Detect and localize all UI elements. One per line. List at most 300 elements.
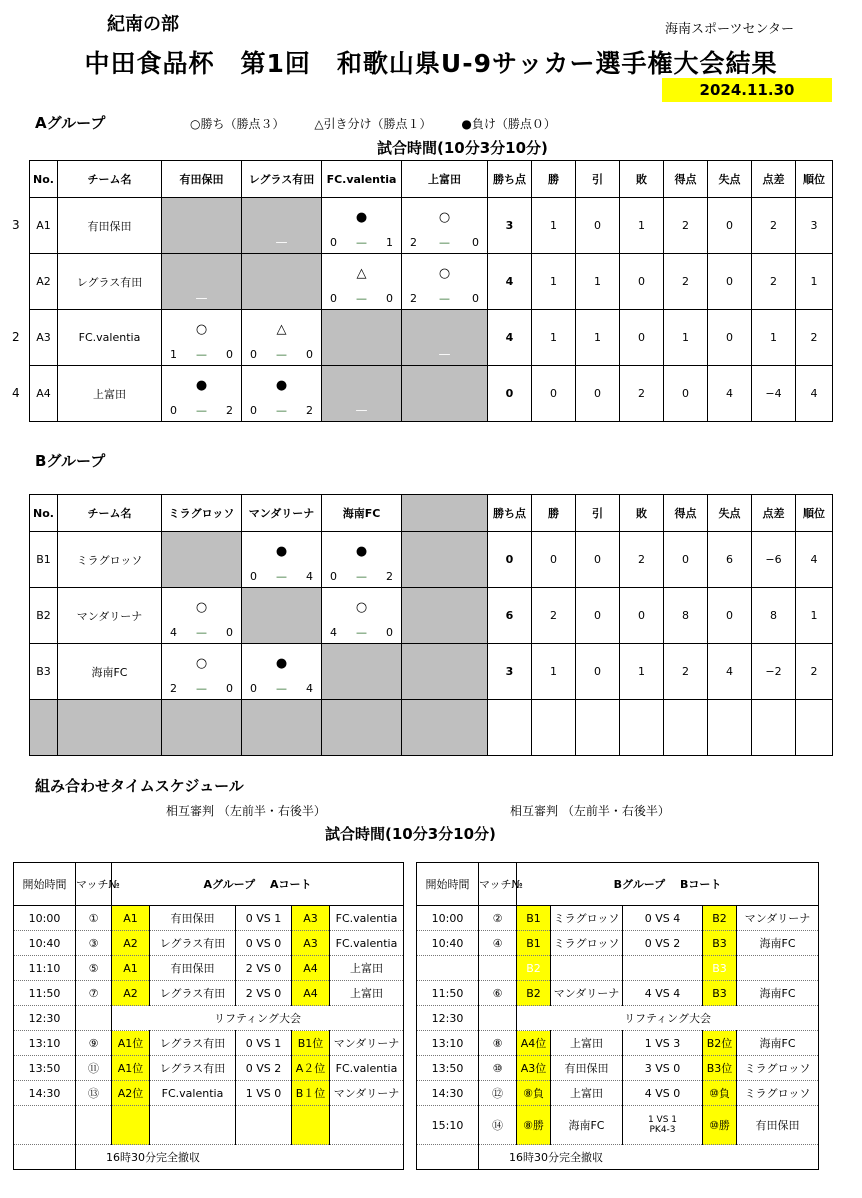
team-no: B3 xyxy=(30,644,58,700)
match-score xyxy=(402,292,487,305)
score-against: 2 xyxy=(306,404,313,417)
start-time: 10:40 xyxy=(417,931,479,956)
header-ga: 失点 xyxy=(708,161,752,198)
pk-result: PK4-3 xyxy=(649,1125,676,1135)
team-right: 海南FC xyxy=(737,931,819,956)
result-mark: ○ xyxy=(195,600,208,615)
score-dash: — xyxy=(276,404,287,417)
match-cell xyxy=(402,310,488,366)
header-row xyxy=(30,495,833,532)
team-row xyxy=(30,198,833,254)
header-opponent: 上富田 xyxy=(402,161,488,198)
start-time-header: 開始時間 xyxy=(14,863,76,906)
team-no: A1 xyxy=(30,198,58,254)
referee-note-a: 相互審判 （左前半・右後半） xyxy=(166,804,326,818)
team-left: 上富田 xyxy=(551,1081,623,1106)
score-for: 0 xyxy=(250,570,257,583)
self-match-dash: — xyxy=(355,403,368,417)
team-row xyxy=(30,310,833,366)
stat-cell: 0 xyxy=(576,588,620,644)
match-result-score: 1 VS 1 xyxy=(647,1115,678,1125)
header-draw: 引 xyxy=(576,495,620,532)
team-row xyxy=(30,588,833,644)
legend-draw: △引き分け（勝点１） xyxy=(314,117,432,131)
match-result: 2 VS 0 xyxy=(236,981,292,1006)
score-against: 0 xyxy=(472,292,479,305)
match-cell xyxy=(402,644,488,700)
score-against: 0 xyxy=(226,626,233,639)
schedule-row xyxy=(417,956,819,981)
match-no xyxy=(479,1006,517,1031)
team-code-right: B3 xyxy=(703,956,737,981)
match-cell xyxy=(162,310,242,366)
stat-cell: 1 xyxy=(532,254,576,310)
stat-cell: 0 xyxy=(620,310,664,366)
stat-cell: 2 xyxy=(796,644,833,700)
stat-cell: 3 xyxy=(488,644,532,700)
division-title: 紀南の部 xyxy=(107,14,179,35)
result-mark: ○ xyxy=(355,600,368,615)
empty-cell xyxy=(292,1106,330,1145)
side-number: 3 xyxy=(12,218,20,232)
schedule-row xyxy=(417,1006,819,1031)
result-mark: ● xyxy=(275,378,288,393)
stat-cell: 1 xyxy=(664,310,708,366)
match-result: 1 VS 3 xyxy=(623,1031,703,1056)
team-code-left: ⑧負 xyxy=(517,1081,551,1106)
start-time: 14:30 xyxy=(417,1081,479,1106)
start-time: 11:50 xyxy=(417,981,479,1006)
match-cell xyxy=(322,532,402,588)
schedule-header xyxy=(417,863,819,906)
team-code-left: A2 xyxy=(112,931,150,956)
team-code-left: A3位 xyxy=(517,1056,551,1081)
stat-cell: 0 xyxy=(708,198,752,254)
stat-cell: 2 xyxy=(752,198,796,254)
empty-cell xyxy=(14,1145,76,1170)
header-team: チーム名 xyxy=(58,161,162,198)
team-code-left: B1 xyxy=(517,906,551,931)
team-no: A3 xyxy=(30,310,58,366)
team-left: レグラス有田 xyxy=(150,931,236,956)
match-score xyxy=(242,404,321,417)
schedule-row xyxy=(14,1056,404,1081)
schedule-row xyxy=(417,931,819,956)
header-gf: 得点 xyxy=(664,161,708,198)
header-rank: 順位 xyxy=(796,495,833,532)
start-time: 10:00 xyxy=(14,906,76,931)
result-mark: △ xyxy=(356,266,367,281)
stat-cell: 1 xyxy=(576,254,620,310)
header-opponent: レグラス有田 xyxy=(242,161,322,198)
header-points: 勝ち点 xyxy=(488,495,532,532)
match-cell xyxy=(402,254,488,310)
team-no: A4 xyxy=(30,366,58,422)
header-opponent: 海南FC xyxy=(322,495,402,532)
empty-cell xyxy=(14,1106,76,1145)
score-against: 0 xyxy=(386,626,393,639)
score-for: 2 xyxy=(410,236,417,249)
header-opponent: マンダリーナ xyxy=(242,495,322,532)
self-match-dash: — xyxy=(195,291,208,305)
group-game-time: 試合時間(10分3分10分) xyxy=(377,139,548,157)
score-dash: — xyxy=(196,404,207,417)
result-mark: △ xyxy=(276,322,287,337)
legend-win: ○勝ち（勝点３） xyxy=(190,117,285,131)
match-score xyxy=(322,236,401,249)
stat-cell: 4 xyxy=(708,644,752,700)
match-result: 0 VS 4 xyxy=(623,906,703,931)
header-team: チーム名 xyxy=(58,495,162,532)
empty-cell xyxy=(620,700,664,756)
score-for: 0 xyxy=(250,682,257,695)
match-cell xyxy=(322,588,402,644)
team-code-left: A4位 xyxy=(517,1031,551,1056)
score-against: 0 xyxy=(472,236,479,249)
result-mark: ● xyxy=(275,544,288,559)
referee-note-b: 相互審判 （左前半・右後半） xyxy=(510,804,670,818)
stat-cell: 2 xyxy=(796,310,833,366)
score-for: 4 xyxy=(330,626,337,639)
match-no: ③ xyxy=(76,931,112,956)
schedule-row xyxy=(14,1006,404,1031)
score-dash: — xyxy=(439,292,450,305)
group-a-title: Aグループ xyxy=(35,114,106,132)
stat-cell: 1 xyxy=(752,310,796,366)
side-number: 4 xyxy=(12,386,20,400)
match-cell xyxy=(242,254,322,310)
schedule-row xyxy=(417,1106,819,1145)
score-for: 0 xyxy=(330,292,337,305)
match-no: ⑦ xyxy=(76,981,112,1006)
team-left: 海南FC xyxy=(551,1106,623,1145)
lifting-event: リフティング大会 xyxy=(112,1006,404,1031)
match-no: ① xyxy=(76,906,112,931)
team-left: ミラグロッソ xyxy=(551,906,623,931)
stat-cell: 1 xyxy=(576,310,620,366)
match-cell xyxy=(402,588,488,644)
stat-cell: 0 xyxy=(664,532,708,588)
start-time: 12:30 xyxy=(14,1006,76,1031)
match-result: 0 VS 1 xyxy=(236,906,292,931)
schedule-row xyxy=(14,1031,404,1056)
team-code-left: A1位 xyxy=(112,1031,150,1056)
team-no: B1 xyxy=(30,532,58,588)
team-right xyxy=(737,956,819,981)
start-time: 13:50 xyxy=(14,1056,76,1081)
match-score xyxy=(242,682,321,695)
schedule-game-time: 試合時間(10分3分10分) xyxy=(325,825,496,843)
header-opponent: 有田保田 xyxy=(162,161,242,198)
self-match-dash: — xyxy=(438,347,451,361)
venue-label: 海南スポーツセンター xyxy=(665,22,794,37)
stat-cell: 0 xyxy=(576,198,620,254)
group-a-results-table xyxy=(29,160,833,422)
header-no: No. xyxy=(30,495,58,532)
empty-cell xyxy=(532,700,576,756)
stat-cell: 0 xyxy=(576,366,620,422)
header-gf: 得点 xyxy=(664,495,708,532)
stat-cell: 0 xyxy=(576,532,620,588)
match-score xyxy=(242,348,321,361)
start-time xyxy=(417,956,479,981)
stat-cell: 0 xyxy=(664,366,708,422)
stat-cell: 6 xyxy=(488,588,532,644)
team-no: A2 xyxy=(30,254,58,310)
schedule-row xyxy=(14,1081,404,1106)
match-cell xyxy=(322,310,402,366)
header-opponent: FC.valentia xyxy=(322,161,402,198)
stat-cell: 1 xyxy=(532,198,576,254)
court-title: Bグループ Bコート xyxy=(517,863,819,906)
closing-note: 16時30分完全撤収 xyxy=(479,1145,819,1170)
stat-cell: 0 xyxy=(620,254,664,310)
match-result: 3 VS 0 xyxy=(623,1056,703,1081)
score-dash: — xyxy=(356,236,367,249)
stat-cell: 1 xyxy=(796,254,833,310)
team-row xyxy=(30,532,833,588)
team-name: 上富田 xyxy=(58,366,162,422)
stat-cell: 1 xyxy=(532,310,576,366)
empty-cell xyxy=(150,1106,236,1145)
stat-cell: 4 xyxy=(488,254,532,310)
team-right: 有田保田 xyxy=(737,1106,819,1145)
empty-cell xyxy=(752,700,796,756)
empty-cell xyxy=(417,1145,479,1170)
team-name: 有田保田 xyxy=(58,198,162,254)
schedule-title: 組み合わせタイムスケジュール xyxy=(35,777,244,795)
match-no-header: マッチ№ xyxy=(479,863,517,906)
match-score xyxy=(162,348,241,361)
team-code-right: B3 xyxy=(703,931,737,956)
score-dash: — xyxy=(276,348,287,361)
match-score xyxy=(162,682,241,695)
match-cell xyxy=(242,532,322,588)
match-result: 0 VS 2 xyxy=(623,931,703,956)
stat-cell: 8 xyxy=(664,588,708,644)
score-for: 0 xyxy=(330,570,337,583)
team-right: ミラグロッソ xyxy=(737,1081,819,1106)
team-code-left: A1位 xyxy=(112,1056,150,1081)
team-code-right: A3 xyxy=(292,931,330,956)
team-right: 海南FC xyxy=(737,1031,819,1056)
score-dash: — xyxy=(356,570,367,583)
schedule-row xyxy=(14,906,404,931)
stat-cell: 0 xyxy=(532,366,576,422)
team-code-right: A3 xyxy=(292,906,330,931)
team-code-right: B１位 xyxy=(292,1081,330,1106)
stat-cell: 1 xyxy=(796,588,833,644)
result-mark: ● xyxy=(355,544,368,559)
team-row xyxy=(30,644,833,700)
result-mark: ● xyxy=(355,210,368,225)
schedule-row xyxy=(417,1056,819,1081)
match-no: ⑧ xyxy=(479,1031,517,1056)
match-cell xyxy=(162,366,242,422)
schedule-row xyxy=(417,1031,819,1056)
start-time: 13:50 xyxy=(417,1056,479,1081)
stat-cell: 3 xyxy=(796,198,833,254)
start-time: 10:40 xyxy=(14,931,76,956)
team-code-right: B3位 xyxy=(703,1056,737,1081)
score-against: 0 xyxy=(226,348,233,361)
stat-cell: 0 xyxy=(532,532,576,588)
match-cell xyxy=(322,198,402,254)
score-against: 4 xyxy=(306,682,313,695)
team-left: レグラス有田 xyxy=(150,981,236,1006)
closing-row xyxy=(417,1145,819,1170)
match-result xyxy=(623,956,703,981)
team-right: 上富田 xyxy=(330,956,404,981)
team-right: FC.valentia xyxy=(330,931,404,956)
team-name: マンダリーナ xyxy=(58,588,162,644)
start-time: 13:10 xyxy=(14,1031,76,1056)
team-right: 海南FC xyxy=(737,981,819,1006)
stat-cell: 0 xyxy=(708,588,752,644)
team-code-left: A1 xyxy=(112,906,150,931)
header-points: 勝ち点 xyxy=(488,161,532,198)
score-against: 4 xyxy=(306,570,313,583)
stat-cell: 4 xyxy=(796,532,833,588)
score-dash: — xyxy=(196,348,207,361)
team-right: ミラグロッソ xyxy=(737,1056,819,1081)
team-right: マンダリーナ xyxy=(737,906,819,931)
start-time-header: 開始時間 xyxy=(417,863,479,906)
empty-cell xyxy=(576,700,620,756)
match-cell xyxy=(162,532,242,588)
stat-cell: 4 xyxy=(796,366,833,422)
score-for: 0 xyxy=(330,236,337,249)
self-match-dash: — xyxy=(275,235,288,249)
score-against: 2 xyxy=(226,404,233,417)
empty-cell xyxy=(30,700,58,756)
match-cell xyxy=(242,198,322,254)
match-cell xyxy=(162,198,242,254)
match-result: 1 VS 0 xyxy=(236,1081,292,1106)
stat-cell: 0 xyxy=(708,254,752,310)
header-no: No. xyxy=(30,161,58,198)
start-time: 13:10 xyxy=(417,1031,479,1056)
team-code-left: B2 xyxy=(517,981,551,1006)
match-score xyxy=(322,626,401,639)
stat-cell: 0 xyxy=(576,644,620,700)
match-cell xyxy=(242,588,322,644)
match-no: ⑥ xyxy=(479,981,517,1006)
empty-row xyxy=(30,700,833,756)
team-code-right: B1位 xyxy=(292,1031,330,1056)
team-right: マンダリーナ xyxy=(330,1081,404,1106)
start-time: 14:30 xyxy=(14,1081,76,1106)
score-dash: — xyxy=(276,570,287,583)
court-a-schedule xyxy=(13,862,404,1170)
result-mark: ○ xyxy=(195,656,208,671)
empty-cell xyxy=(330,1106,404,1145)
empty-cell xyxy=(162,700,242,756)
match-no xyxy=(76,1006,112,1031)
match-cell xyxy=(402,532,488,588)
match-cell xyxy=(242,644,322,700)
legend-loss: ●負け（勝点０） xyxy=(461,117,556,131)
match-cell xyxy=(322,644,402,700)
header-opponent xyxy=(402,495,488,532)
match-no: ⑫ xyxy=(479,1081,517,1106)
start-time: 12:30 xyxy=(417,1006,479,1031)
empty-cell xyxy=(76,1106,112,1145)
match-result: 0 VS 1 xyxy=(236,1031,292,1056)
team-code-left: B2 xyxy=(517,956,551,981)
stat-cell: 1 xyxy=(620,644,664,700)
match-result: 0 VS 2 xyxy=(236,1056,292,1081)
header-gd: 点差 xyxy=(752,495,796,532)
match-result: 4 VS 0 xyxy=(623,1081,703,1106)
match-cell xyxy=(322,366,402,422)
team-row xyxy=(30,366,833,422)
schedule-header xyxy=(14,863,404,906)
team-left: レグラス有田 xyxy=(150,1031,236,1056)
team-left: FC.valentia xyxy=(150,1081,236,1106)
schedule-row xyxy=(417,906,819,931)
team-name: 海南FC xyxy=(58,644,162,700)
team-code-right: A4 xyxy=(292,956,330,981)
stat-cell: −6 xyxy=(752,532,796,588)
team-right: FC.valentia xyxy=(330,906,404,931)
stat-cell: 6 xyxy=(708,532,752,588)
score-against: 0 xyxy=(386,292,393,305)
group-b-title: Bグループ xyxy=(35,452,106,470)
page-title: 中田食品杯 第1回 和歌山県U‐9サッカー選手権大会結果 xyxy=(84,49,778,78)
result-mark: ○ xyxy=(195,322,208,337)
stat-cell: −2 xyxy=(752,644,796,700)
match-cell xyxy=(402,366,488,422)
match-score xyxy=(322,292,401,305)
match-cell xyxy=(162,588,242,644)
start-time: 11:10 xyxy=(14,956,76,981)
stat-cell: 4 xyxy=(708,366,752,422)
schedule-row xyxy=(14,956,404,981)
group-b-results-table xyxy=(29,494,833,756)
result-legend xyxy=(190,115,582,132)
match-no xyxy=(479,956,517,981)
match-cell xyxy=(242,366,322,422)
team-right: FC.valentia xyxy=(330,1056,404,1081)
header-win: 勝 xyxy=(532,161,576,198)
header-ga: 失点 xyxy=(708,495,752,532)
empty-cell xyxy=(664,700,708,756)
match-no: ⑤ xyxy=(76,956,112,981)
stat-cell: 8 xyxy=(752,588,796,644)
score-for: 4 xyxy=(170,626,177,639)
stat-cell: 0 xyxy=(708,310,752,366)
stat-cell: 0 xyxy=(620,588,664,644)
match-cell xyxy=(162,644,242,700)
empty-cell xyxy=(236,1106,292,1145)
header-opponent: ミラグロッソ xyxy=(162,495,242,532)
score-against: 2 xyxy=(386,570,393,583)
header-loss: 敗 xyxy=(620,495,664,532)
match-score xyxy=(322,570,401,583)
team-code-right: A２位 xyxy=(292,1056,330,1081)
stat-cell: 2 xyxy=(620,366,664,422)
match-score xyxy=(402,236,487,249)
match-no: ⑬ xyxy=(76,1081,112,1106)
start-time: 15:10 xyxy=(417,1106,479,1145)
side-number: 2 xyxy=(12,330,20,344)
match-result: 4 VS 4 xyxy=(623,981,703,1006)
team-left: マンダリーナ xyxy=(551,981,623,1006)
date-badge: 2024.11.30 xyxy=(662,78,832,102)
stat-cell: 3 xyxy=(488,198,532,254)
match-no: ⑨ xyxy=(76,1031,112,1056)
